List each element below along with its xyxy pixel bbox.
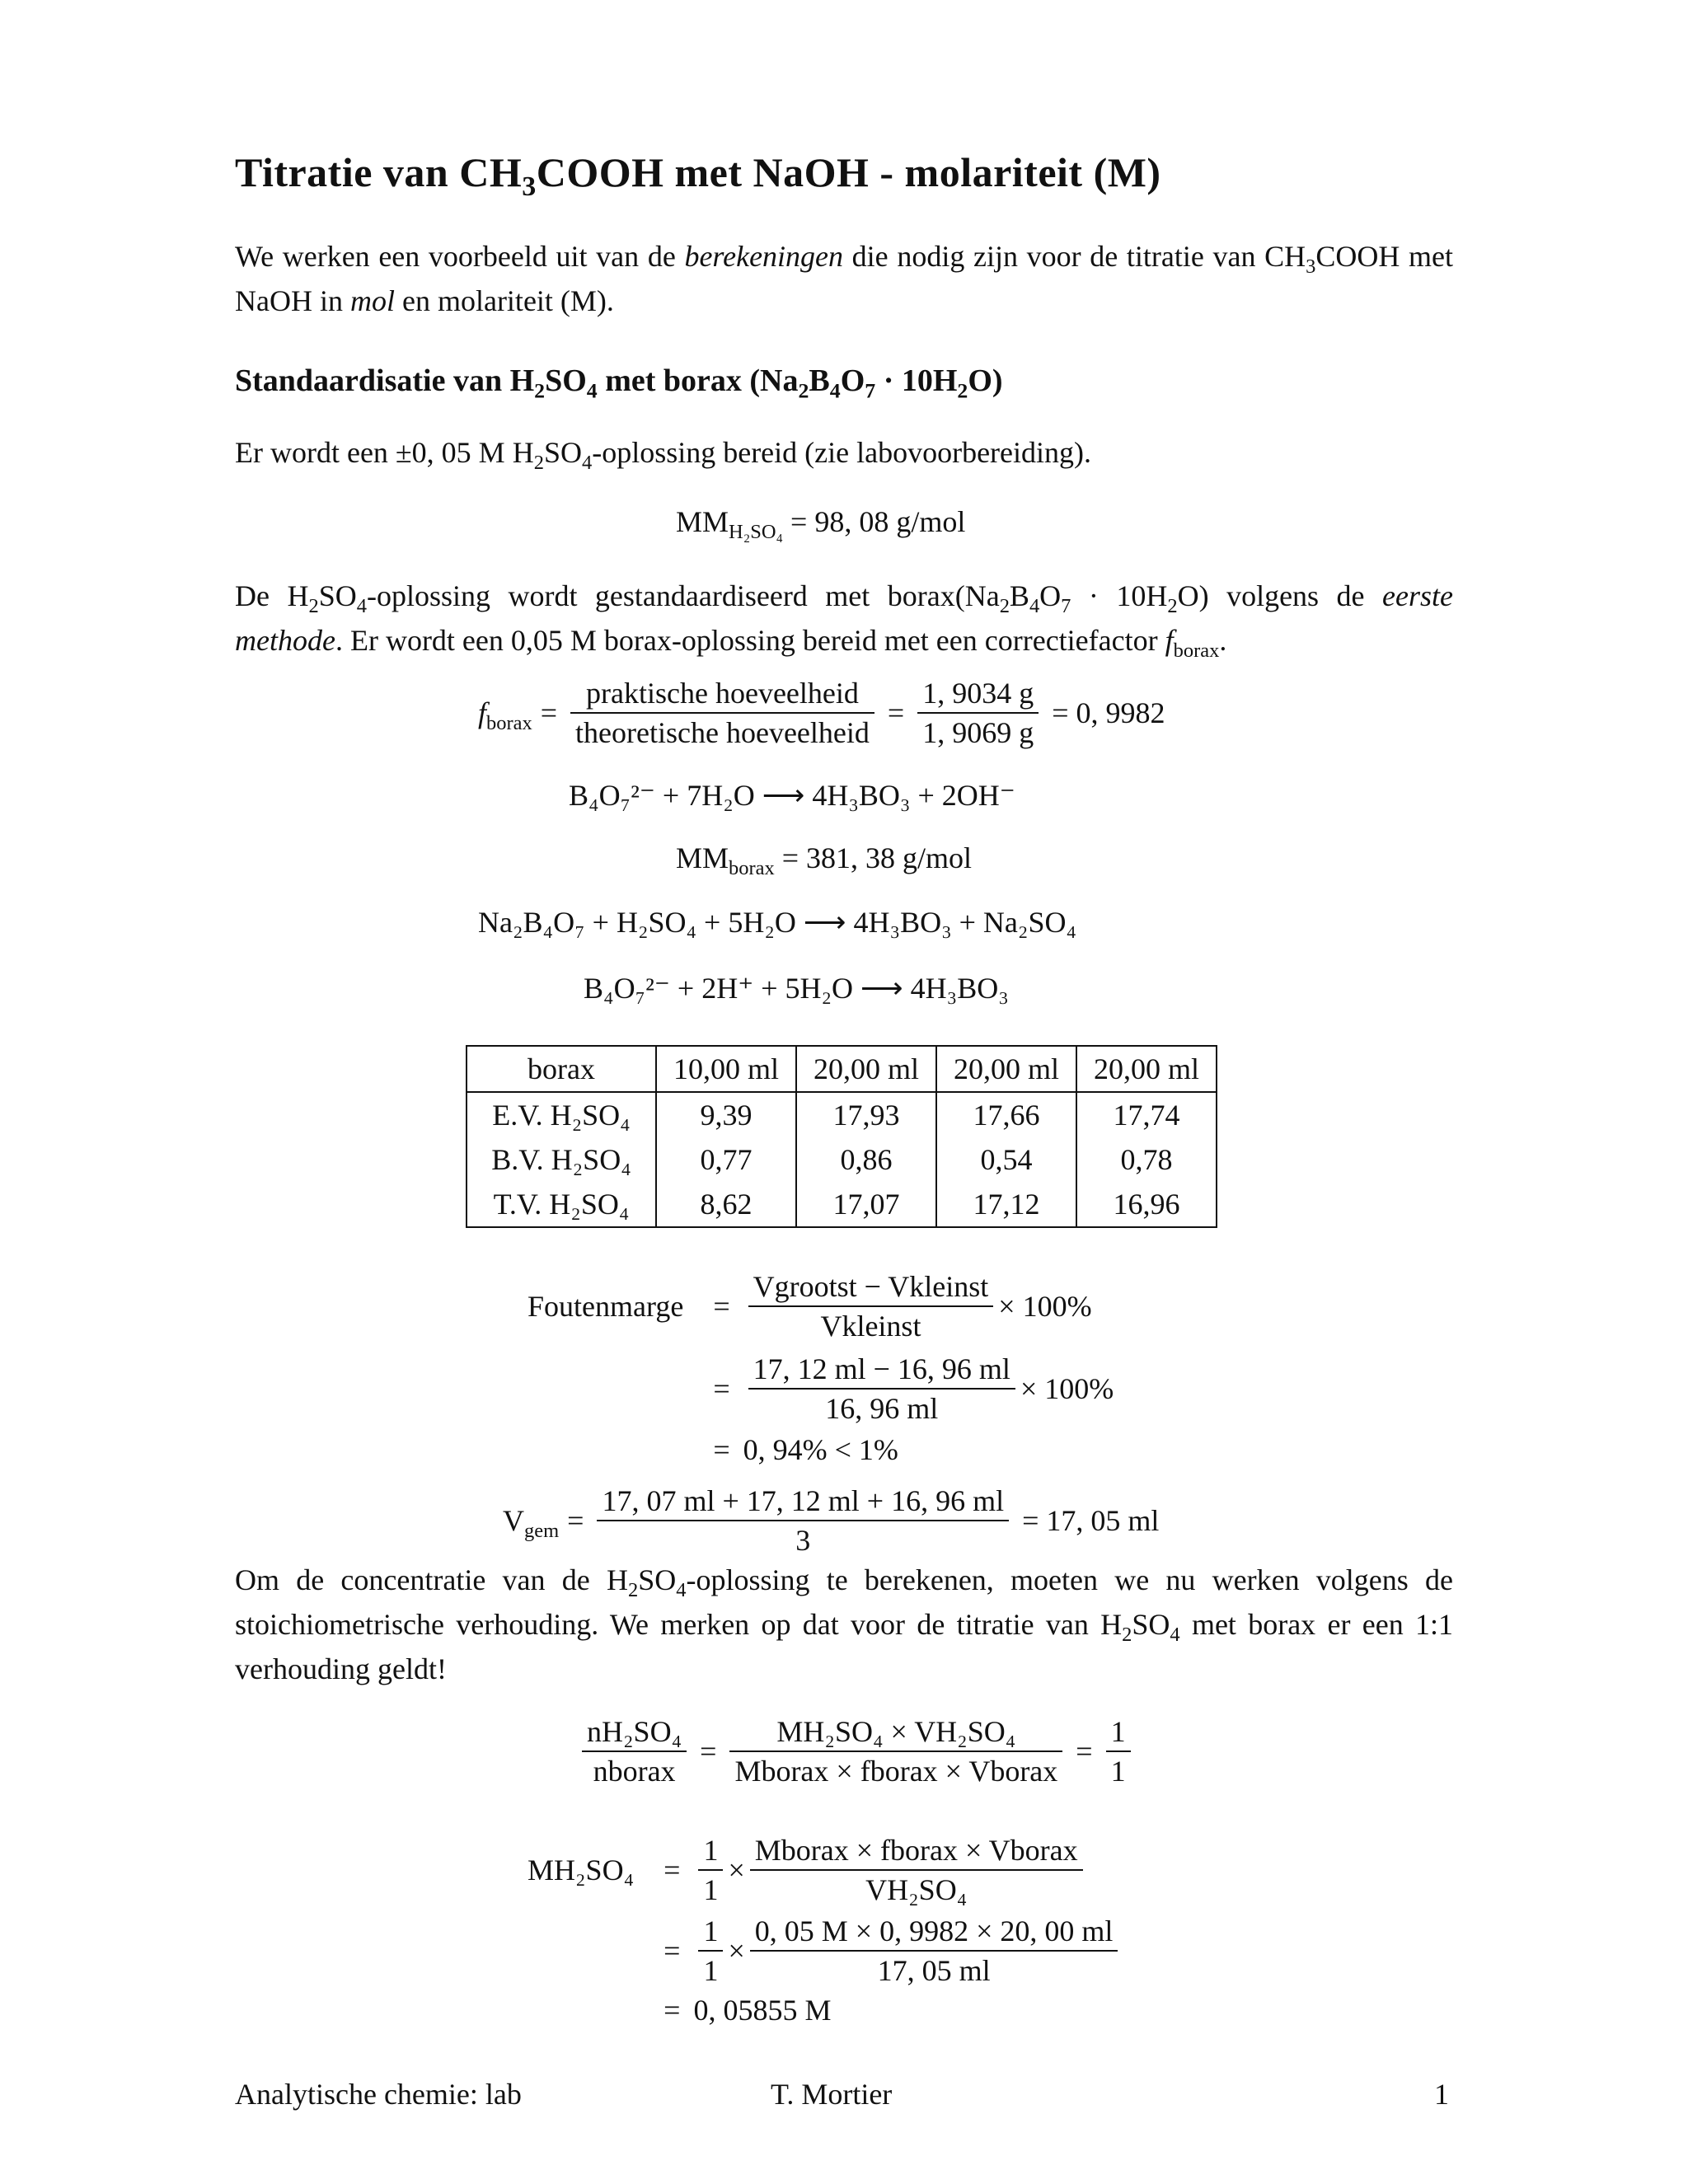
section-heading: Standaardisatie van $H_2SO_4$ met borax $(Na_2B_4O_7 \cdot 10H_2O)$ — [235, 363, 1003, 403]
stoichiometry-paragraph: Om de concentratie van de $H_2SO_4$-oplossing te berekenen, moeten we nu werken volgens de stoichiometrische verhouding. We merken op dat voor de titratie van $H_2SO_4$ met borax er een 1:1 verhouding geldt! — [235, 1563, 1454, 1685]
equation-stoichiometric-ratio: $\frac{\text{nH₂SO₄}}{\text{nborax}}$ = $\frac{\text{MH₂SO₄ × VH₂SO₄}}{\text{Mborax × fborax × Vborax}}$ = $\frac{1}{1}$ — [577, 1713, 1136, 1790]
equation-molarity: MH₂SO₄ = $\frac{1}{1}$ × $\frac{\text{Mborax × fborax × Vborax}}{\text{VH₂SO₄}}$ = $\frac{1}{1}$ × $\frac{0, 05 M \times 0, 9982 \times 20, 00 ml}{17, 05 ml}$ = 0, 05855 M — [528, 1831, 1123, 2027]
footer-author: T. Mortier — [771, 2078, 893, 2111]
footer-page-number: 1 — [1434, 2078, 1449, 2111]
equation-correction-factor: $f_{borax}$ = $\frac{\text{praktische hoeveelheid}}{\text{theoretische hoeveelheid}}$ = $\frac{1, 9034 g}{1, 9069 g}$ = 0, 9982 — [478, 674, 1165, 752]
equation-mm-borax: $MM_{borax} = 381$, 38 g/mol — [676, 841, 973, 880]
equation-average-volume: $V_{gem}$ = $\frac{17, 07 ml + 17, 12 ml + 16, 96 ml}{3}$ = 17, 05 ml — [503, 1482, 1159, 1559]
reaction-borate-hydrolysis: B₄O₇²⁻ + 7H₂O ⟶ 4H₃BO₃ + 2OH⁻ — [569, 779, 1015, 812]
reaction-borate-protons: B₄O₇²⁻ + 2H⁺ + 5H₂O ⟶ 4H₃BO₃ — [584, 972, 1009, 1005]
standardisation-paragraph: De $H_2SO_4$-oplossing wordt gestandaardiseerd met $borax(Na_2B_4O_7 \cdot 10H_2O)$ volgens de eerste methode. Er wordt een 0,05 M borax-oplossing bereid met een correctiefactor $f_{borax}$. — [235, 579, 1453, 663]
page-title: Titratie van $CH_3COOH$ met NaOH - molariteit (M) — [235, 149, 1161, 202]
equation-mm-h2so4: $MM_{H_2SO_4} = 98$, 08 g/mol — [676, 505, 966, 544]
table-row: B.V. H₂SO₄ 0,77 0,86 0,54 0,78 — [467, 1137, 1217, 1182]
reaction-borax-sulfuric-acid: Na₂B₄O₇ + H₂SO₄ + 5H₂O ⟶ 4H₃BO₃ + Na₂SO₄ — [478, 906, 1077, 939]
footer-course: Analytische chemie: lab — [235, 2078, 522, 2111]
equation-error-margin: Foutenmarge = $\frac{\text{Vgrootst − Vkleinst}}{\text{Vkleinst}}$ × 100% = $\frac{17, 12 ml - 16, 96 ml}{16, 96 ml}$ × 100% = 0, 94% < 1% — [528, 1268, 1114, 1467]
table-row: E.V. H₂SO₄ 9,39 17,93 17,66 17,74 — [467, 1092, 1217, 1137]
preparation-paragraph: Er wordt een ±0, 05 M $H_2SO_4$-oplossing bereid (zie labovoorbereiding). — [235, 436, 1092, 475]
table-row: T.V. H₂SO₄ 8,62 17,07 17,12 16,96 — [467, 1182, 1217, 1227]
titration-table — [466, 1045, 1217, 1228]
intro-paragraph: We werken een voorbeeld uit van de berekeningen die nodig zijn voor de titratie van $CH_3COOH$ met NaOH in mol en molariteit (M). — [235, 240, 1453, 317]
table-header-row: borax 10,00 ml 20,00 ml 20,00 ml 20,00 ml — [467, 1046, 1217, 1092]
